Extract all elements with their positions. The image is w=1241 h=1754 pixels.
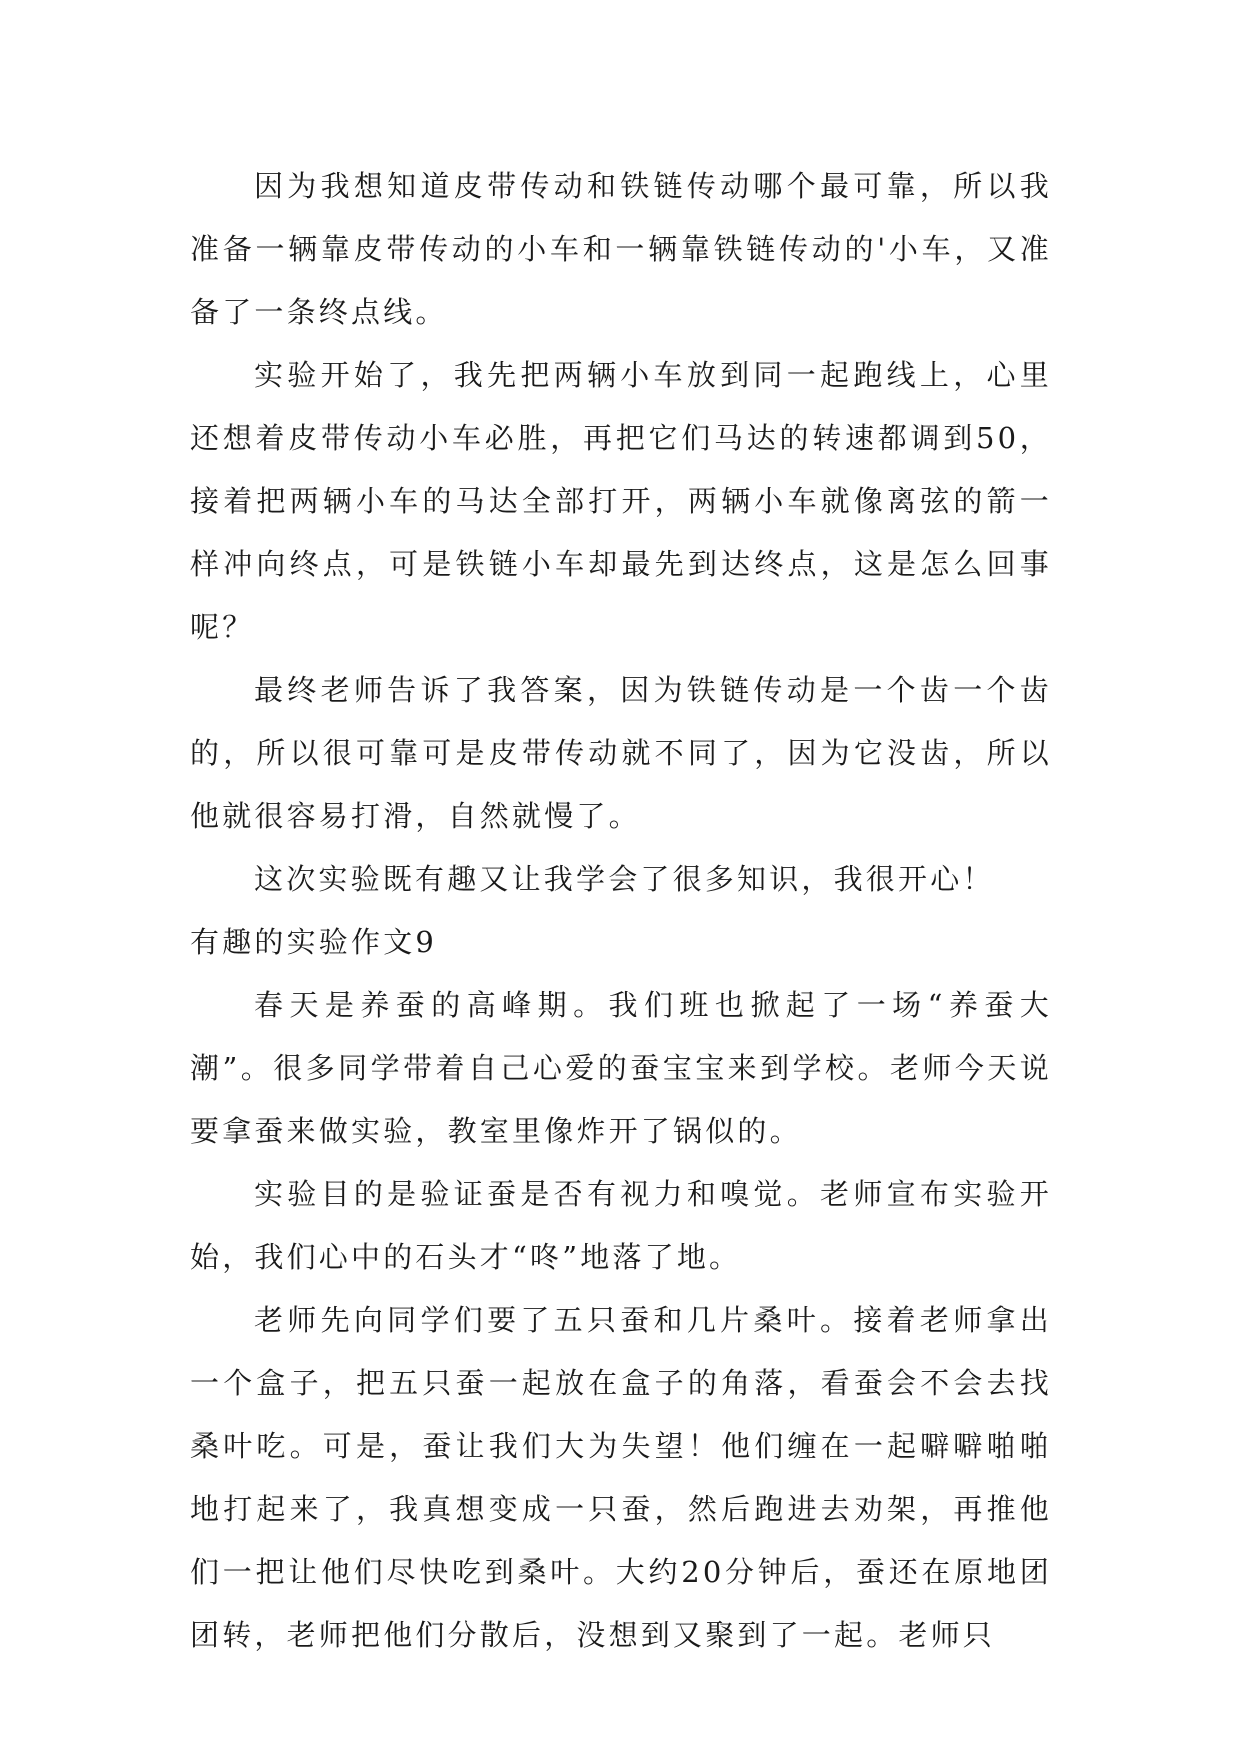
paragraph: 春天是养蚕的高峰期。我们班也掀起了一场“养蚕大潮”。很多同学带着自己心爱的蚕宝宝来到学校。老师今天说要拿蚕来做实验，教室里像炸开了锅似的。 (190, 988, 1052, 1148)
paragraph: 最终老师告诉了我答案，因为铁链传动是一个齿一个齿的，所以很可靠可是皮带传动就不同了，因为它没齿，所以他就很容易打滑，自然就慢了。 (190, 673, 1052, 833)
paragraph: 老师先向同学们要了五只蚕和几片桑叶。接着老师拿出一个盒子，把五只蚕一起放在盒子的角落，看蚕会不会去找桑叶吃。可是，蚕让我们大为失望！他们缠在一起噼噼啪啪地打起来了，我真想变成一只蚕，然后跑进去劝架，再推他们一把让他们尽快吃到桑叶。大约20分钟后，蚕还在原地团团转，老师把他们分散后，没想到又聚到了一起。老师只 (190, 1303, 1052, 1652)
paragraph: 因为我想知道皮带传动和铁链传动哪个最可靠，所以我准备一辆靠皮带传动的小车和一辆靠铁链传动的'小车，又准备了一条终点线。 (190, 169, 1052, 329)
document-page (190, 155, 1052, 1667)
section-title: 有趣的实验作文9 (190, 925, 438, 959)
paragraph: 实验目的是验证蚕是否有视力和嗅觉。老师宣布实验开始，我们心中的石头才“咚”地落了地。 (190, 1177, 1052, 1274)
paragraph: 实验开始了，我先把两辆小车放到同一起跑线上，心里还想着皮带传动小车必胜，再把它们马达的转速都调到50，接着把两辆小车的马达全部打开，两辆小车就像离弦的箭一样冲向终点，可是铁链小车却最先到达终点，这是怎么回事呢？ (190, 358, 1052, 644)
paragraph: 这次实验既有趣又让我学会了很多知识，我很开心！ (254, 862, 995, 896)
